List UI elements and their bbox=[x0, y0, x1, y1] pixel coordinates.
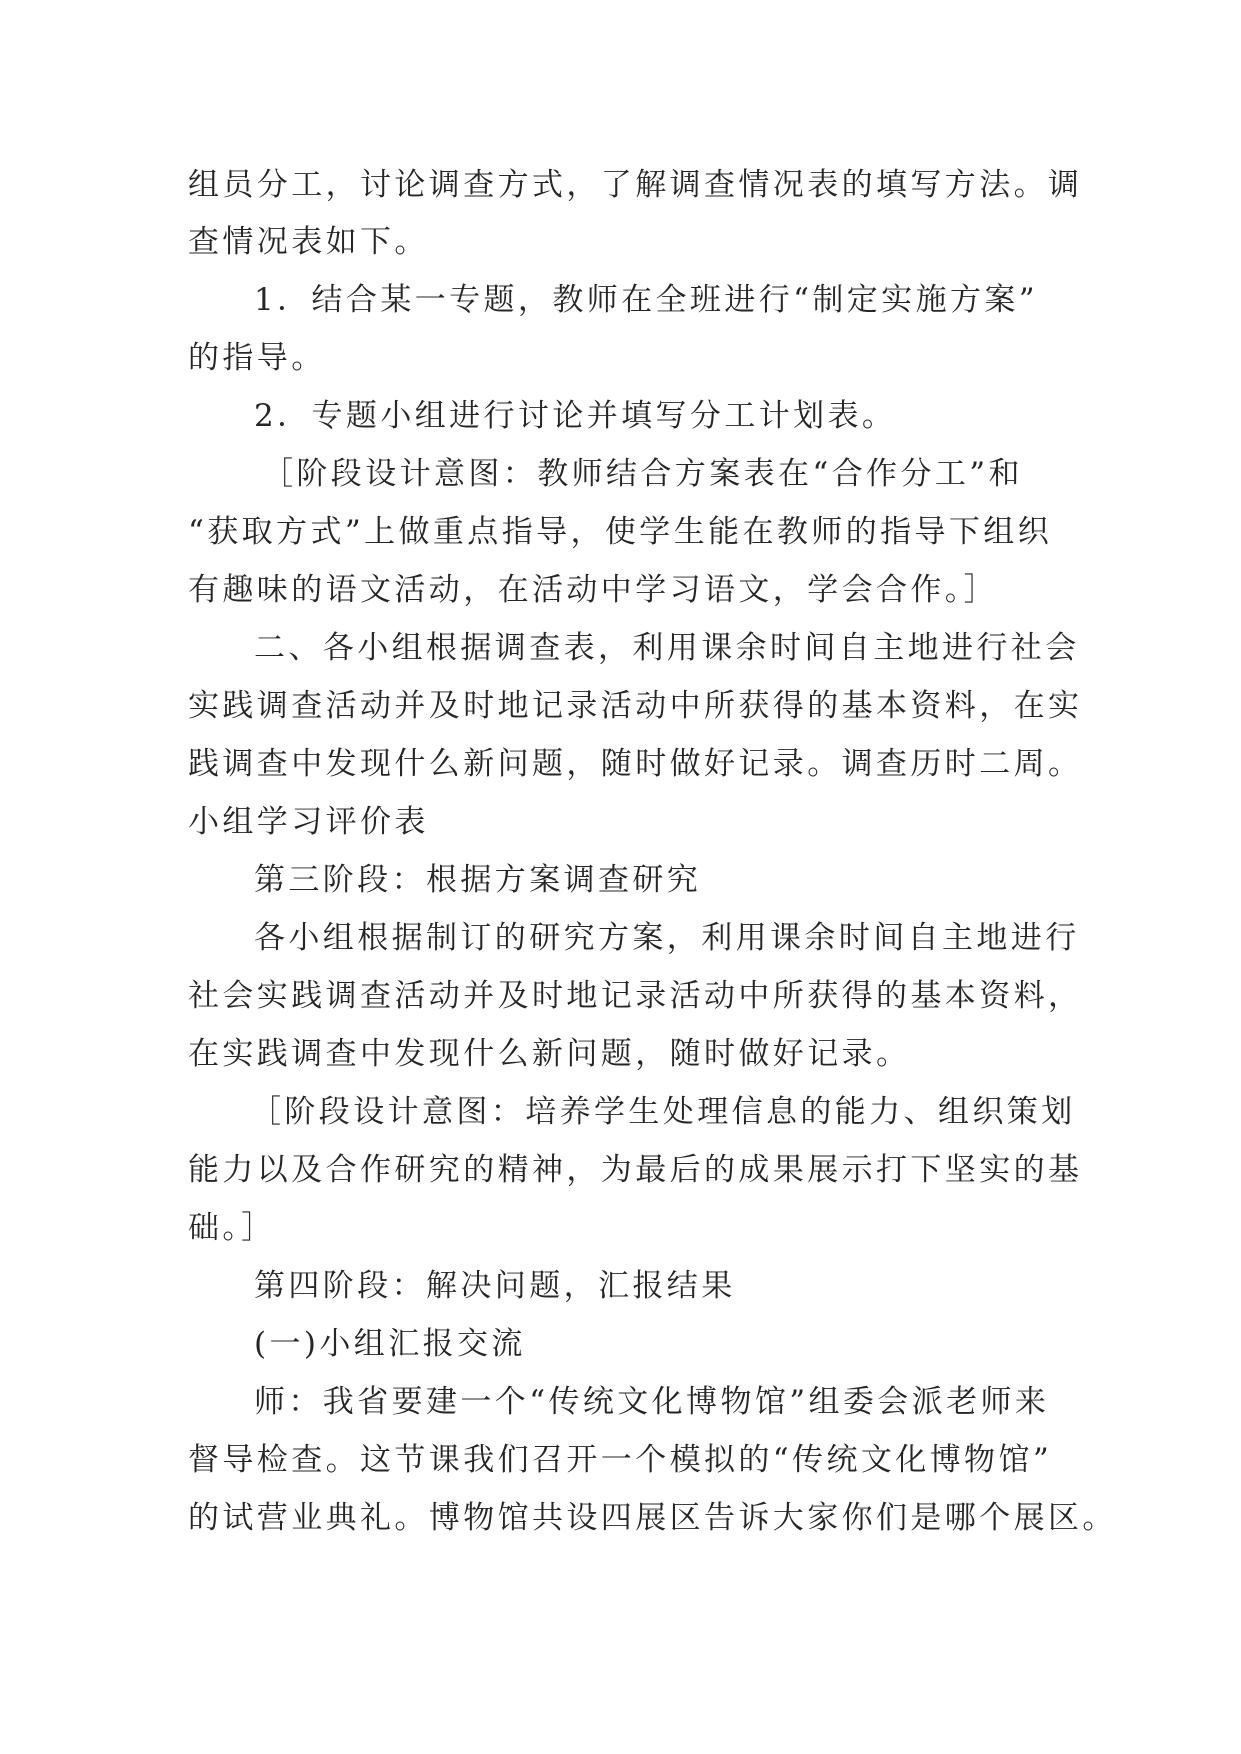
section-heading: 第三阶段：根据方案调查研究 bbox=[254, 862, 702, 898]
paragraph-line: 有趣味的语文活动，在活动中学习语文，学会合作。］ bbox=[188, 572, 999, 608]
paragraph-line: ［阶段设计意图：教师结合方案表在“合作分工”和 bbox=[262, 456, 1023, 492]
paragraph-line: 查情况表如下。 bbox=[188, 224, 429, 260]
paragraph-line: 础。］ bbox=[188, 1210, 276, 1246]
paragraph-line: 督导检查。这节课我们召开一个模拟的“传统文化博物馆” bbox=[188, 1442, 1053, 1478]
paragraph-line: 的指导。 bbox=[188, 340, 326, 376]
paragraph-line: 小组学习评价表 bbox=[188, 804, 429, 840]
paragraph-line: 社会实践调查活动并及时地记录活动中所获得的基本资料， bbox=[188, 978, 1083, 1014]
paragraph-line: 组员分工，讨论调查方式，了解调查情况表的填写方法。调 bbox=[188, 167, 1083, 203]
section-heading: 第四阶段：解决问题，汇报结果 bbox=[254, 1268, 736, 1304]
paragraph-line: 2．专题小组进行讨论并填写分工计划表。 bbox=[254, 398, 897, 434]
paragraph-line: 在实践调查中发现什么新问题，随时做好记录。 bbox=[188, 1036, 911, 1072]
paragraph-line: ［阶段设计意图：培养学生处理信息的能力、组织策划 bbox=[250, 1094, 1076, 1130]
subsection-heading: (一)小组汇报交流 bbox=[254, 1326, 526, 1362]
paragraph-line: 实践调查活动并及时地记录活动中所获得的基本资料，在实 bbox=[188, 688, 1083, 724]
paragraph-line: “获取方式”上做重点指导，使学生能在教师的指导下组织 bbox=[188, 514, 1053, 550]
paragraph-line: 师：我省要建一个“传统文化博物馆”组委会派老师来 bbox=[254, 1384, 1050, 1420]
paragraph-line: 二、各小组根据调查表，利用课余时间自主地进行社会 bbox=[254, 630, 1080, 666]
paragraph-line: 能力以及合作研究的精神，为最后的成果展示打下坚实的基 bbox=[188, 1152, 1083, 1188]
paragraph-line: 践调查中发现什么新问题，随时做好记录。调查历时二周。 bbox=[188, 746, 1083, 782]
paragraph-line: 各小组根据制订的研究方案，利用课余时间自主地进行 bbox=[254, 920, 1080, 956]
paragraph-line: 的试营业典礼。博物馆共设四展区告诉大家你们是哪个展区。 bbox=[188, 1500, 1117, 1536]
paragraph-line: 1．结合某一专题，教师在全班进行“制定实施方案” bbox=[254, 282, 1039, 318]
